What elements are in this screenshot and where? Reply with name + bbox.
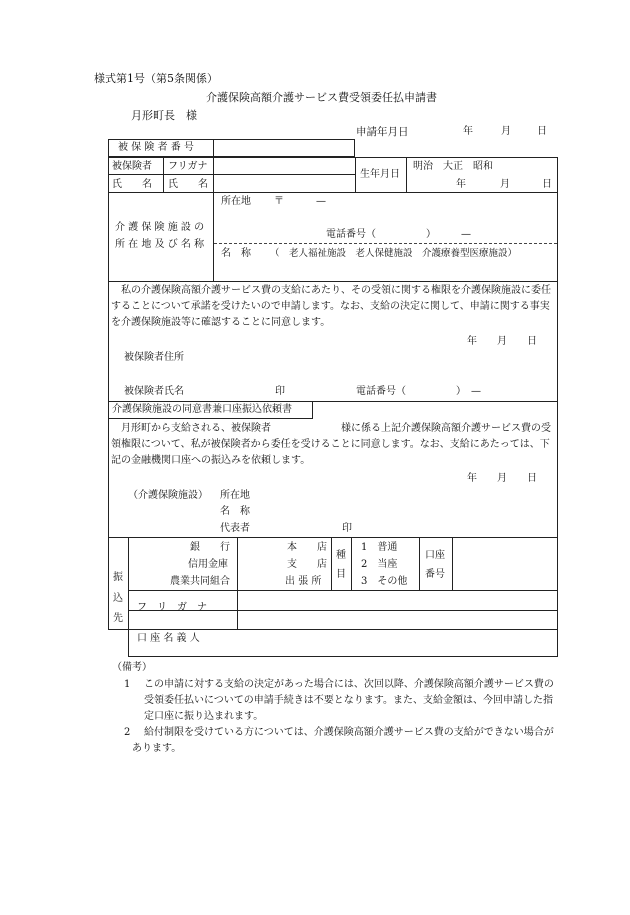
- consent-heading: 介護保険施設の同意書兼口座振込依頼書: [112, 404, 292, 415]
- consent-facility-label: （介護保険施設）: [128, 490, 208, 501]
- date-month: 月: [501, 126, 511, 137]
- account-type-label-2: 目: [336, 569, 346, 580]
- transfer-label-3: 先: [113, 613, 123, 624]
- account-type-3[interactable]: 3 その他: [361, 576, 408, 587]
- insured-number-label: 被 保 険 者 番 号: [118, 142, 194, 153]
- addressee: 月形町長 様: [131, 109, 197, 122]
- era-options[interactable]: 明治 大正 昭和: [413, 161, 493, 172]
- holder-furigana-field[interactable]: [239, 591, 556, 609]
- declaration-date: 年 月 日: [467, 336, 537, 347]
- consent-name-label: 名 称: [220, 506, 250, 517]
- account-number-label-1: 口座: [425, 550, 445, 561]
- declaration-address-field[interactable]: [190, 350, 550, 366]
- postal-dash: —: [316, 196, 326, 207]
- bank-type-3: 農業共同組合: [170, 576, 230, 587]
- birth-date-label: 生年月日: [360, 169, 400, 180]
- facility-label-1: 介 護 保 険 施 設 の: [115, 222, 205, 233]
- consent-text: 月形町から支給される、被保険者 様に係る上記介護保険高額介護サービス費の受領権限について、私が被保険者から委任を受けることに同意します。なお、支給にあたっては、下記の金融機関口座への振込みを依頼します。: [111, 423, 551, 466]
- facility-types[interactable]: （ 老人福祉施設 老人保健施設 介護療養型医療施設）: [270, 248, 518, 259]
- transfer-label-2: 込: [113, 593, 123, 604]
- account-type-1[interactable]: 1 普通: [361, 542, 398, 553]
- declaration-text: 私の介護保険高額介護サービス費の支給にあたり、その受領に関する権限を介護保険施設に委任することについて承諾を受けたいので申請します。なお、支給の決定に関して、申請に関する事実を介護保険施設等に確認することに同意します。: [111, 285, 551, 328]
- facility-address-label: 所在地: [221, 196, 251, 207]
- declaration-name-field[interactable]: [192, 383, 268, 399]
- note-1-number: 1: [124, 679, 131, 690]
- insured-label-2: 氏 名: [112, 179, 152, 190]
- declaration-phone: 電話番号（ ） —: [356, 386, 481, 397]
- furigana-holder-label: フ リ ガ ナ: [137, 602, 207, 613]
- furigana-field[interactable]: [215, 158, 353, 173]
- note-2-number: 2: [124, 727, 131, 738]
- account-holder-label: 口 座 名 義 人: [137, 633, 200, 644]
- branch-type-2: 支 店: [287, 559, 327, 570]
- account-number-label-2: 番号: [425, 569, 445, 580]
- postal-mark: 〒: [274, 196, 284, 207]
- consent-rep-field[interactable]: [260, 520, 335, 535]
- note-1-text: この申請に対する支給の決定があった場合には、次回以降、介護保険高額介護サービス費の受領委任払いについての申請手続きは不要となります。また、支給金額は、今回申請した指定口座に振り込まれます。: [144, 679, 554, 722]
- consent-name-field[interactable]: [260, 503, 550, 518]
- form-number: 様式第1号（第5条関係）: [94, 72, 218, 85]
- date-year: 年: [463, 126, 473, 137]
- consent-rep-label: 代表者: [220, 523, 250, 534]
- consent-seal: 印: [342, 523, 352, 534]
- note-2-text: 給付制限を受けている方については、介護保険高額介護サービス費の支給ができない場合があります。: [132, 727, 554, 754]
- consent-address-label: 所在地: [220, 490, 250, 501]
- date-day: 日: [537, 126, 547, 137]
- account-type-label-1: 種: [336, 550, 346, 561]
- consent-address-field[interactable]: [260, 487, 550, 502]
- birth-year: 年: [456, 179, 466, 190]
- account-number-field[interactable]: [454, 539, 556, 589]
- application-date-label: 申請年月日: [356, 126, 409, 138]
- facility-name-field[interactable]: [220, 262, 550, 278]
- notes-heading: （備考）: [112, 662, 152, 673]
- facility-name-label: 名 称: [221, 248, 251, 259]
- branch-type-3: 出 張 所: [285, 576, 322, 587]
- declaration-address-label: 被保険者住所: [124, 352, 184, 363]
- furigana-label: フリガナ: [168, 161, 208, 172]
- facility-phone: 電話番号（ ） —: [326, 229, 471, 240]
- facility-label-2: 所 在 地 及 び 名 称: [115, 239, 205, 250]
- bank-type-2: 信用金庫: [188, 559, 228, 570]
- consent-date: 年 月 日: [467, 473, 537, 484]
- insured-label-1: 被保険者: [112, 161, 152, 172]
- insured-name-field[interactable]: [215, 175, 353, 191]
- birth-month: 月: [500, 179, 510, 190]
- name-label: 氏 名: [168, 179, 208, 190]
- birth-day: 日: [542, 179, 552, 190]
- facility-address-field[interactable]: [260, 210, 550, 226]
- transfer-label-1: 振: [113, 572, 123, 583]
- declaration-name-label: 被保険者氏名: [124, 386, 184, 397]
- insured-number-field[interactable]: [215, 140, 353, 156]
- declaration-seal: 印: [275, 386, 285, 397]
- form-title: 介護保険高額介護サービス費受領委任払申請書: [206, 91, 437, 104]
- account-type-2[interactable]: 2 当座: [361, 559, 398, 570]
- bank-type-1: 銀 行: [190, 542, 230, 553]
- branch-type-1: 本 店: [287, 542, 327, 553]
